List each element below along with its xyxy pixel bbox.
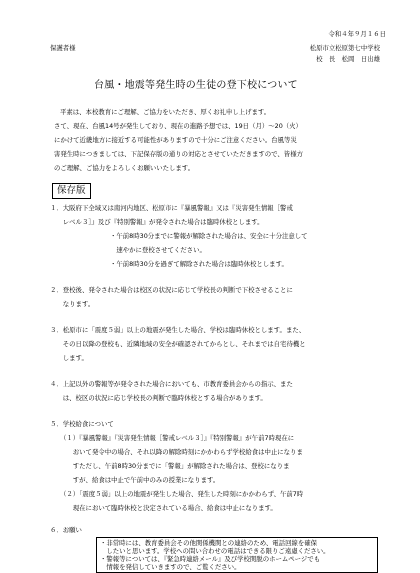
page-title: 台風・地震等発生時の生徒の登下校について: [94, 80, 298, 91]
item-3-line-1: ３．松原市に「震度５弱」以上の地震が発生した場合、学校は臨時休校とします。また、: [50, 326, 306, 334]
item-5-sub-2: おいて発令中の場合、それ以降の解除時刻にかかわらず学校給食は中止になりま: [60, 448, 303, 456]
item-1-sub-1: ・午前8時30分までに警報が解除された場合は、安全に十分注意して: [110, 232, 308, 240]
item-1-sub-2: 速やかに登校させてください。: [110, 246, 206, 254]
intro-line-1: 平素は、本校教育にご理解、ご協力をいただき、厚くお礼申し上げます。: [60, 108, 271, 116]
item-1-line-2: レベル３］』及び『特別警報』が発令された場合は臨時休校とします。: [50, 218, 264, 226]
principal-name: 校 長 松岡 日出雄: [316, 55, 380, 63]
item-1-line-1: １．大阪府下全域又は南河内地区、松原市に『暴風警報』又は『災害発生情報［警戒: [50, 204, 293, 212]
item-3-line-2: その日以降の登校も、近隣地域の安全が確認されてからとし、それまでは自宅待機と: [50, 340, 306, 348]
item-2-line-1: ２．登校後、発令された場合は校区の状況に応じて学校長の判断で下校させることに: [50, 286, 293, 294]
item-6-sub-1: ・非常時には、教育委員会その他関係機関との連絡のため、電話回線を確保: [100, 539, 318, 547]
item-5-sub-5: （２）「震度５弱」以上の地震が発生した場合、発生した時刻にかかわらず、午前7時: [60, 490, 304, 498]
school-name: 松原市立松原第七中学校: [309, 44, 380, 52]
item-6-heading: ６．お願い: [50, 526, 82, 534]
item-2-line-2: なります。: [50, 300, 95, 308]
document-date: 令和４年９月１６日: [328, 30, 386, 38]
intro-line-3: にかけて近畿地方に接近する可能性がありますので十分にご注意ください。台風等災: [54, 136, 297, 144]
intro-line-2: さて、現在、台風14号が発生しており、現在の進路予想では、19日（月）～20（火）: [54, 122, 302, 130]
item-5-sub-6: 現在において臨時休校と決定されている場合、給食は中止になります。: [60, 504, 277, 512]
addressee: 保護者様: [50, 44, 76, 52]
item-5-sub-4: すが、給食は中止で午前中のみの授業になります。: [60, 476, 220, 484]
item-6-sub-2: したいと思います。学校への問い合わせの電話はできる限りご遠慮ください。: [100, 547, 330, 555]
intro-line-5: のご理解、ご協力をよろしくお願いいたします。: [54, 164, 195, 172]
item-4-line-2: は、校区の状況に応じ学校長の判断で臨時休校とする場合があります。: [50, 394, 267, 402]
intro-line-4: 害発生時につきましては、下記保存版の通りの対応とさせていただきますので、皆様方: [54, 150, 303, 158]
item-5-sub-3: すただし、午前8時30分までに「警報」が解除された場合は、登校になりま: [60, 462, 290, 470]
item-3-line-3: します。: [50, 354, 88, 362]
item-5-sub-1: （１）『暴風警報』『災害発生情報［警戒レベル３］』『特別警報』が午前7時現在に: [60, 434, 295, 442]
keep-badge: 保存版: [52, 183, 91, 199]
item-5-heading: ５．学校給食について: [50, 420, 114, 428]
item-6-sub-4: 情報を発信していきますので、ご覧ください。: [100, 563, 241, 571]
item-4-line-1: ４．上記以外の警報等が発令された場合においても、市教育委員会からの指示、また: [50, 380, 293, 388]
item-6-sub-3: ・警報等については、『緊急時連絡メール』及び学校関脱のホームページでも: [100, 555, 321, 563]
item-1-sub-3: ・午前8時30分を過ぎて解除された場合は臨時休校とします。: [110, 260, 288, 268]
